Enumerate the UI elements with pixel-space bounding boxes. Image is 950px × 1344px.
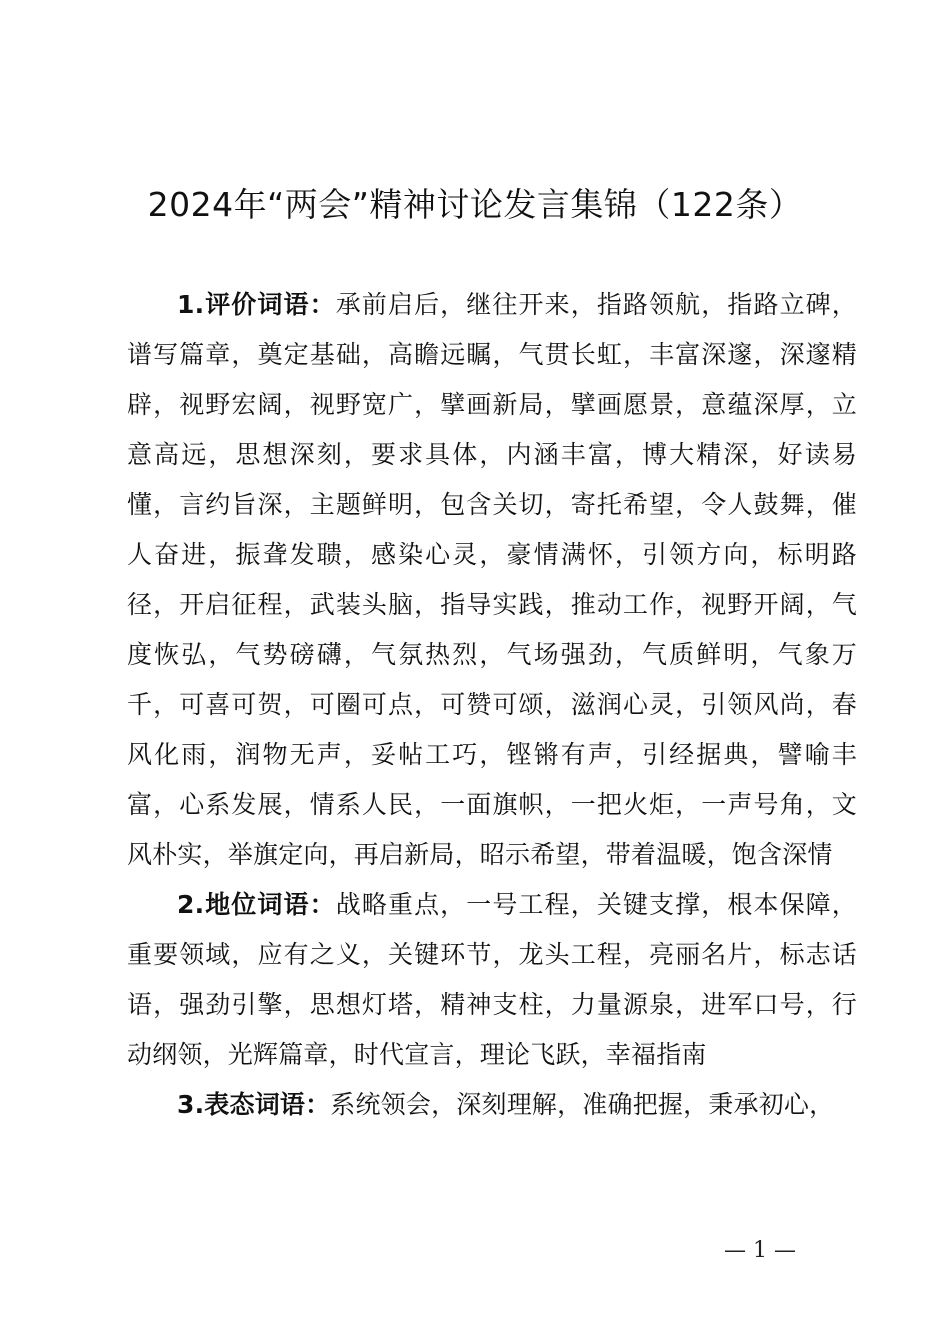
paragraph-text: 战略重点，一号工程，关键支撑，根本保障，重要领域，应有之义，关键环节，龙头工程，亮丽名片，标志话语，强劲引擎，思想灯塔，精神支柱，力量源泉，进军口号，行动纲领，光辉篇章，时代宣言，理论飞跃，幸福指南 <box>127 890 857 1069</box>
paragraph-heading: 2.地位词语： <box>177 890 336 919</box>
paragraph-text: 承前启后，继往开来，指路领航，指路立碑，谱写篇章，奠定基础，高瞻远瞩，气贯长虹，丰富深邃，深邃精辟，视野宏阔，视野宽广，擘画新局，擘画愿景，意蕴深厚，立意高远，思想深刻，要求具体，内涵丰富，博大精深，好读易懂，言约旨深，主题鲜明，包含关切，寄托希望，令人鼓舞，催人奋进，振聋发聩，感染心灵，豪情满怀，引领方向，标明路径，开启征程，武装头脑，指导实践，推动工作，视野开阔，气度恢弘，气势磅礴，气氛热烈，气场强劲，气质鲜明，气象万千，可喜可贺，可圈可点，可赞可颂，滋润心灵，引领风尚，春风化雨，润物无声，妥帖工巧，铿锵有声，引经据典，譬喻丰富，心系发展，情系人民，一面旗帜，一把火炬，一声号角，文风朴实，举旗定向，再启新局，昭示希望，带着温暖，饱含深情 <box>127 290 857 869</box>
paragraph-heading: 1.评价词语： <box>177 290 336 319</box>
paragraph-text: 系统领会，深刻理解，准确把握，秉承初心， <box>330 1090 835 1119</box>
document-body <box>127 280 857 1130</box>
page-number: — 1 — <box>724 1238 796 1263</box>
paragraph-evaluation-terms <box>127 280 857 880</box>
paragraph-stance-terms <box>127 1080 857 1130</box>
paragraph-status-terms <box>127 880 857 1080</box>
paragraph-heading: 3.表态词语： <box>177 1090 331 1119</box>
document-title: 2024年“两会”精神讨论发言集锦（122条） <box>147 185 803 224</box>
